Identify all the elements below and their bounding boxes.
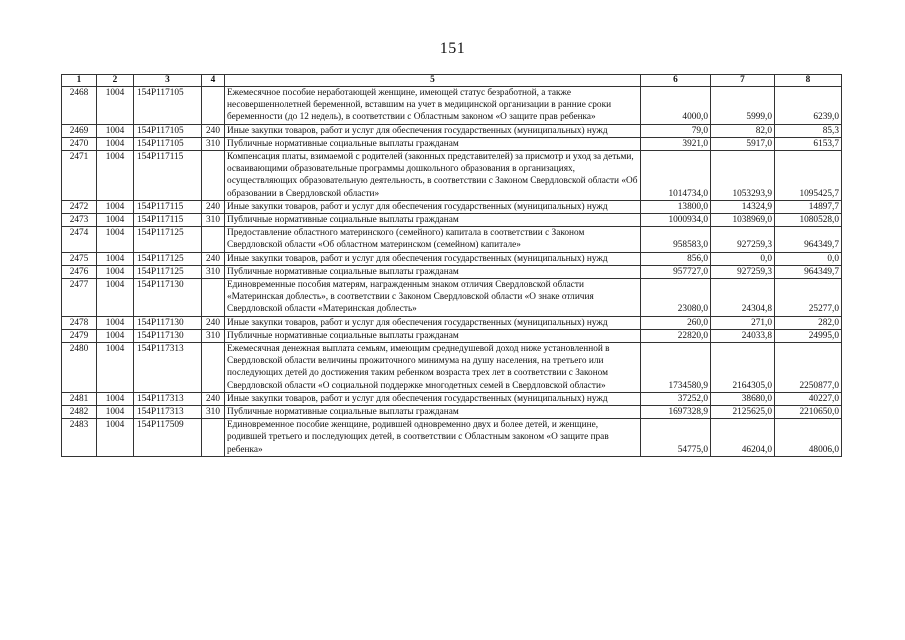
- target-code-cell: 154Р117313: [134, 392, 202, 405]
- section-code-cell: 1004: [97, 151, 134, 201]
- header-cell: 8: [775, 75, 842, 87]
- section-code-cell: 1004: [97, 343, 134, 393]
- expense-type-cell: 310: [202, 265, 225, 278]
- amount-cell: 14324,9: [711, 200, 775, 213]
- section-code-cell: 1004: [97, 316, 134, 329]
- amount-cell: 964349,7: [775, 265, 842, 278]
- header-cell: 5: [225, 75, 641, 87]
- section-code-cell: 1004: [97, 406, 134, 419]
- expense-type-cell: [202, 151, 225, 201]
- row-number-cell: 2473: [62, 214, 97, 227]
- row-number-cell: 2483: [62, 419, 97, 457]
- target-code-cell: 154Р117105: [134, 124, 202, 137]
- amount-cell: 2125625,0: [711, 406, 775, 419]
- table-row: [62, 137, 842, 150]
- amount-cell: 85,3: [775, 124, 842, 137]
- target-code-cell: 154Р117115: [134, 214, 202, 227]
- amount-cell: 1095425,7: [775, 151, 842, 201]
- row-number-cell: 2481: [62, 392, 97, 405]
- amount-cell: 6153,7: [775, 137, 842, 150]
- table-row: [62, 151, 842, 201]
- expense-type-cell: [202, 87, 225, 125]
- amount-cell: 38680,0: [711, 392, 775, 405]
- budget-table: [61, 74, 842, 457]
- table-row: [62, 124, 842, 137]
- target-code-cell: 154Р117130: [134, 316, 202, 329]
- amount-cell: 54775,0: [641, 419, 711, 457]
- section-code-cell: 1004: [97, 124, 134, 137]
- section-code-cell: 1004: [97, 392, 134, 405]
- expense-type-cell: 240: [202, 252, 225, 265]
- expense-type-cell: [202, 343, 225, 393]
- amount-cell: 1734580,9: [641, 343, 711, 393]
- amount-cell: 79,0: [641, 124, 711, 137]
- table-row: [62, 200, 842, 213]
- description-cell: Единовременное пособие женщине, родившей одновременно двух и более детей, и женщине, родившей третьего и последующих детей, в соответствии с Областным законом «О защите прав ребенка»: [225, 419, 641, 457]
- expense-type-cell: 310: [202, 137, 225, 150]
- target-code-cell: 154Р117509: [134, 419, 202, 457]
- expense-type-cell: 310: [202, 214, 225, 227]
- amount-cell: 0,0: [711, 252, 775, 265]
- amount-cell: 1014734,0: [641, 151, 711, 201]
- amount-cell: 1000934,0: [641, 214, 711, 227]
- amount-cell: 271,0: [711, 316, 775, 329]
- target-code-cell: 154Р117130: [134, 329, 202, 342]
- section-code-cell: 1004: [97, 214, 134, 227]
- amount-cell: 48006,0: [775, 419, 842, 457]
- target-code-cell: 154Р117313: [134, 406, 202, 419]
- section-code-cell: 1004: [97, 137, 134, 150]
- row-number-cell: 2472: [62, 200, 97, 213]
- row-number-cell: 2477: [62, 279, 97, 317]
- description-cell: Иные закупки товаров, работ и услуг для обеспечения государственных (муниципальных) нужд: [225, 252, 641, 265]
- amount-cell: 282,0: [775, 316, 842, 329]
- amount-cell: 24304,8: [711, 279, 775, 317]
- amount-cell: 46204,0: [711, 419, 775, 457]
- target-code-cell: 154Р117105: [134, 137, 202, 150]
- amount-cell: 1038969,0: [711, 214, 775, 227]
- target-code-cell: 154Р117313: [134, 343, 202, 393]
- amount-cell: 6239,0: [775, 87, 842, 125]
- table-header-row: [62, 75, 842, 87]
- amount-cell: 958583,0: [641, 227, 711, 252]
- row-number-cell: 2479: [62, 329, 97, 342]
- amount-cell: 927259,3: [711, 265, 775, 278]
- description-cell: Единовременные пособия матерям, награжденным знаком отличия Свердловской области «Материнская доблесть», в соответствии с Законом Свердловской области «О знаке отличия Свердловской области «Материнская доблесть»: [225, 279, 641, 317]
- section-code-cell: 1004: [97, 265, 134, 278]
- expense-type-cell: [202, 419, 225, 457]
- description-cell: Публичные нормативные социальные выплаты гражданам: [225, 265, 641, 278]
- table-row: [62, 252, 842, 265]
- amount-cell: 5999,0: [711, 87, 775, 125]
- amount-cell: 25277,0: [775, 279, 842, 317]
- amount-cell: 24995,0: [775, 329, 842, 342]
- header-cell: 3: [134, 75, 202, 87]
- amount-cell: 2210650,0: [775, 406, 842, 419]
- table-row: [62, 329, 842, 342]
- header-cell: 6: [641, 75, 711, 87]
- table-row: [62, 316, 842, 329]
- expense-type-cell: 310: [202, 329, 225, 342]
- header-cell: 1: [62, 75, 97, 87]
- table-row: [62, 279, 842, 317]
- row-number-cell: 2470: [62, 137, 97, 150]
- section-code-cell: 1004: [97, 252, 134, 265]
- amount-cell: 957727,0: [641, 265, 711, 278]
- header-cell: 4: [202, 75, 225, 87]
- description-cell: Публичные нормативные социальные выплаты гражданам: [225, 329, 641, 342]
- description-cell: Компенсация платы, взимаемой с родителей (законных представителей) за присмотр и уход за детьми, осваивающими образовательные программы дошкольного образования в организациях, осуществляющих образовательную деятельность, в соответствии с Законом Свердловской области «Об образовании в Свердловской области»: [225, 151, 641, 201]
- section-code-cell: 1004: [97, 329, 134, 342]
- table-row: [62, 392, 842, 405]
- section-code-cell: 1004: [97, 227, 134, 252]
- description-cell: Иные закупки товаров, работ и услуг для обеспечения государственных (муниципальных) нужд: [225, 200, 641, 213]
- row-number-cell: 2476: [62, 265, 97, 278]
- section-code-cell: 1004: [97, 200, 134, 213]
- amount-cell: 2250877,0: [775, 343, 842, 393]
- description-cell: Ежемесячное пособие неработающей женщине, имеющей статус безработной, а также несовершеннолетней беременной, вставшим на учет в медицинской организации в ранние сроки беременности (до 12 недель), в соответствии с Областным законом «О защите прав ребенка»: [225, 87, 641, 125]
- page-number: 151: [439, 40, 466, 57]
- description-cell: Иные закупки товаров, работ и услуг для обеспечения государственных (муниципальных) нужд: [225, 124, 641, 137]
- expense-type-cell: 240: [202, 392, 225, 405]
- description-cell: Иные закупки товаров, работ и услуг для обеспечения государственных (муниципальных) нужд: [225, 392, 641, 405]
- amount-cell: 1053293,9: [711, 151, 775, 201]
- target-code-cell: 154Р117125: [134, 227, 202, 252]
- amount-cell: 37252,0: [641, 392, 711, 405]
- amount-cell: 2164305,0: [711, 343, 775, 393]
- section-code-cell: 1004: [97, 279, 134, 317]
- expense-type-cell: 310: [202, 406, 225, 419]
- expense-type-cell: 240: [202, 200, 225, 213]
- header-cell: 2: [97, 75, 134, 87]
- description-cell: Публичные нормативные социальные выплаты гражданам: [225, 214, 641, 227]
- table-row: [62, 227, 842, 252]
- amount-cell: 14897,7: [775, 200, 842, 213]
- amount-cell: 4000,0: [641, 87, 711, 125]
- description-cell: Предоставление областного материнского (семейного) капитала в соответствии с Законом Свердловской области «Об областном материнском (семейном) капитале»: [225, 227, 641, 252]
- amount-cell: 856,0: [641, 252, 711, 265]
- expense-type-cell: 240: [202, 124, 225, 137]
- expense-type-cell: [202, 227, 225, 252]
- row-number-cell: 2469: [62, 124, 97, 137]
- amount-cell: 964349,7: [775, 227, 842, 252]
- table-row: [62, 406, 842, 419]
- amount-cell: 260,0: [641, 316, 711, 329]
- amount-cell: 23080,0: [641, 279, 711, 317]
- amount-cell: 0,0: [775, 252, 842, 265]
- amount-cell: 3921,0: [641, 137, 711, 150]
- target-code-cell: 154Р117115: [134, 200, 202, 213]
- table-row: [62, 265, 842, 278]
- table-row: [62, 419, 842, 457]
- row-number-cell: 2478: [62, 316, 97, 329]
- description-cell: Публичные нормативные социальные выплаты гражданам: [225, 137, 641, 150]
- target-code-cell: 154Р117125: [134, 265, 202, 278]
- amount-cell: 13800,0: [641, 200, 711, 213]
- amount-cell: 927259,3: [711, 227, 775, 252]
- amount-cell: 1080528,0: [775, 214, 842, 227]
- row-number-cell: 2468: [62, 87, 97, 125]
- description-cell: Иные закупки товаров, работ и услуг для обеспечения государственных (муниципальных) нужд: [225, 316, 641, 329]
- row-number-cell: 2480: [62, 343, 97, 393]
- table-row: [62, 214, 842, 227]
- target-code-cell: 154Р117130: [134, 279, 202, 317]
- amount-cell: 5917,0: [711, 137, 775, 150]
- row-number-cell: 2471: [62, 151, 97, 201]
- table-row: [62, 343, 842, 393]
- row-number-cell: 2474: [62, 227, 97, 252]
- section-code-cell: 1004: [97, 419, 134, 457]
- expense-type-cell: [202, 279, 225, 317]
- row-number-cell: 2475: [62, 252, 97, 265]
- amount-cell: 24033,8: [711, 329, 775, 342]
- expense-type-cell: 240: [202, 316, 225, 329]
- header-cell: 7: [711, 75, 775, 87]
- target-code-cell: 154Р117125: [134, 252, 202, 265]
- amount-cell: 82,0: [711, 124, 775, 137]
- target-code-cell: 154Р117115: [134, 151, 202, 201]
- amount-cell: 22820,0: [641, 329, 711, 342]
- table-row: [62, 87, 842, 125]
- section-code-cell: 1004: [97, 87, 134, 125]
- amount-cell: 1697328,9: [641, 406, 711, 419]
- description-cell: Публичные нормативные социальные выплаты гражданам: [225, 406, 641, 419]
- target-code-cell: 154Р117105: [134, 87, 202, 125]
- amount-cell: 40227,0: [775, 392, 842, 405]
- description-cell: Ежемесячная денежная выплата семьям, имеющим среднедушевой доход ниже установленной в Свердловской области величины прожиточного минимума на душу населения, на третьего или последующих детей до достижения таким ребенком возраста трех лет в соответствии с Законом Свердловской области «О социальной поддержке многодетных семей в Свердловской области»: [225, 343, 641, 393]
- row-number-cell: 2482: [62, 406, 97, 419]
